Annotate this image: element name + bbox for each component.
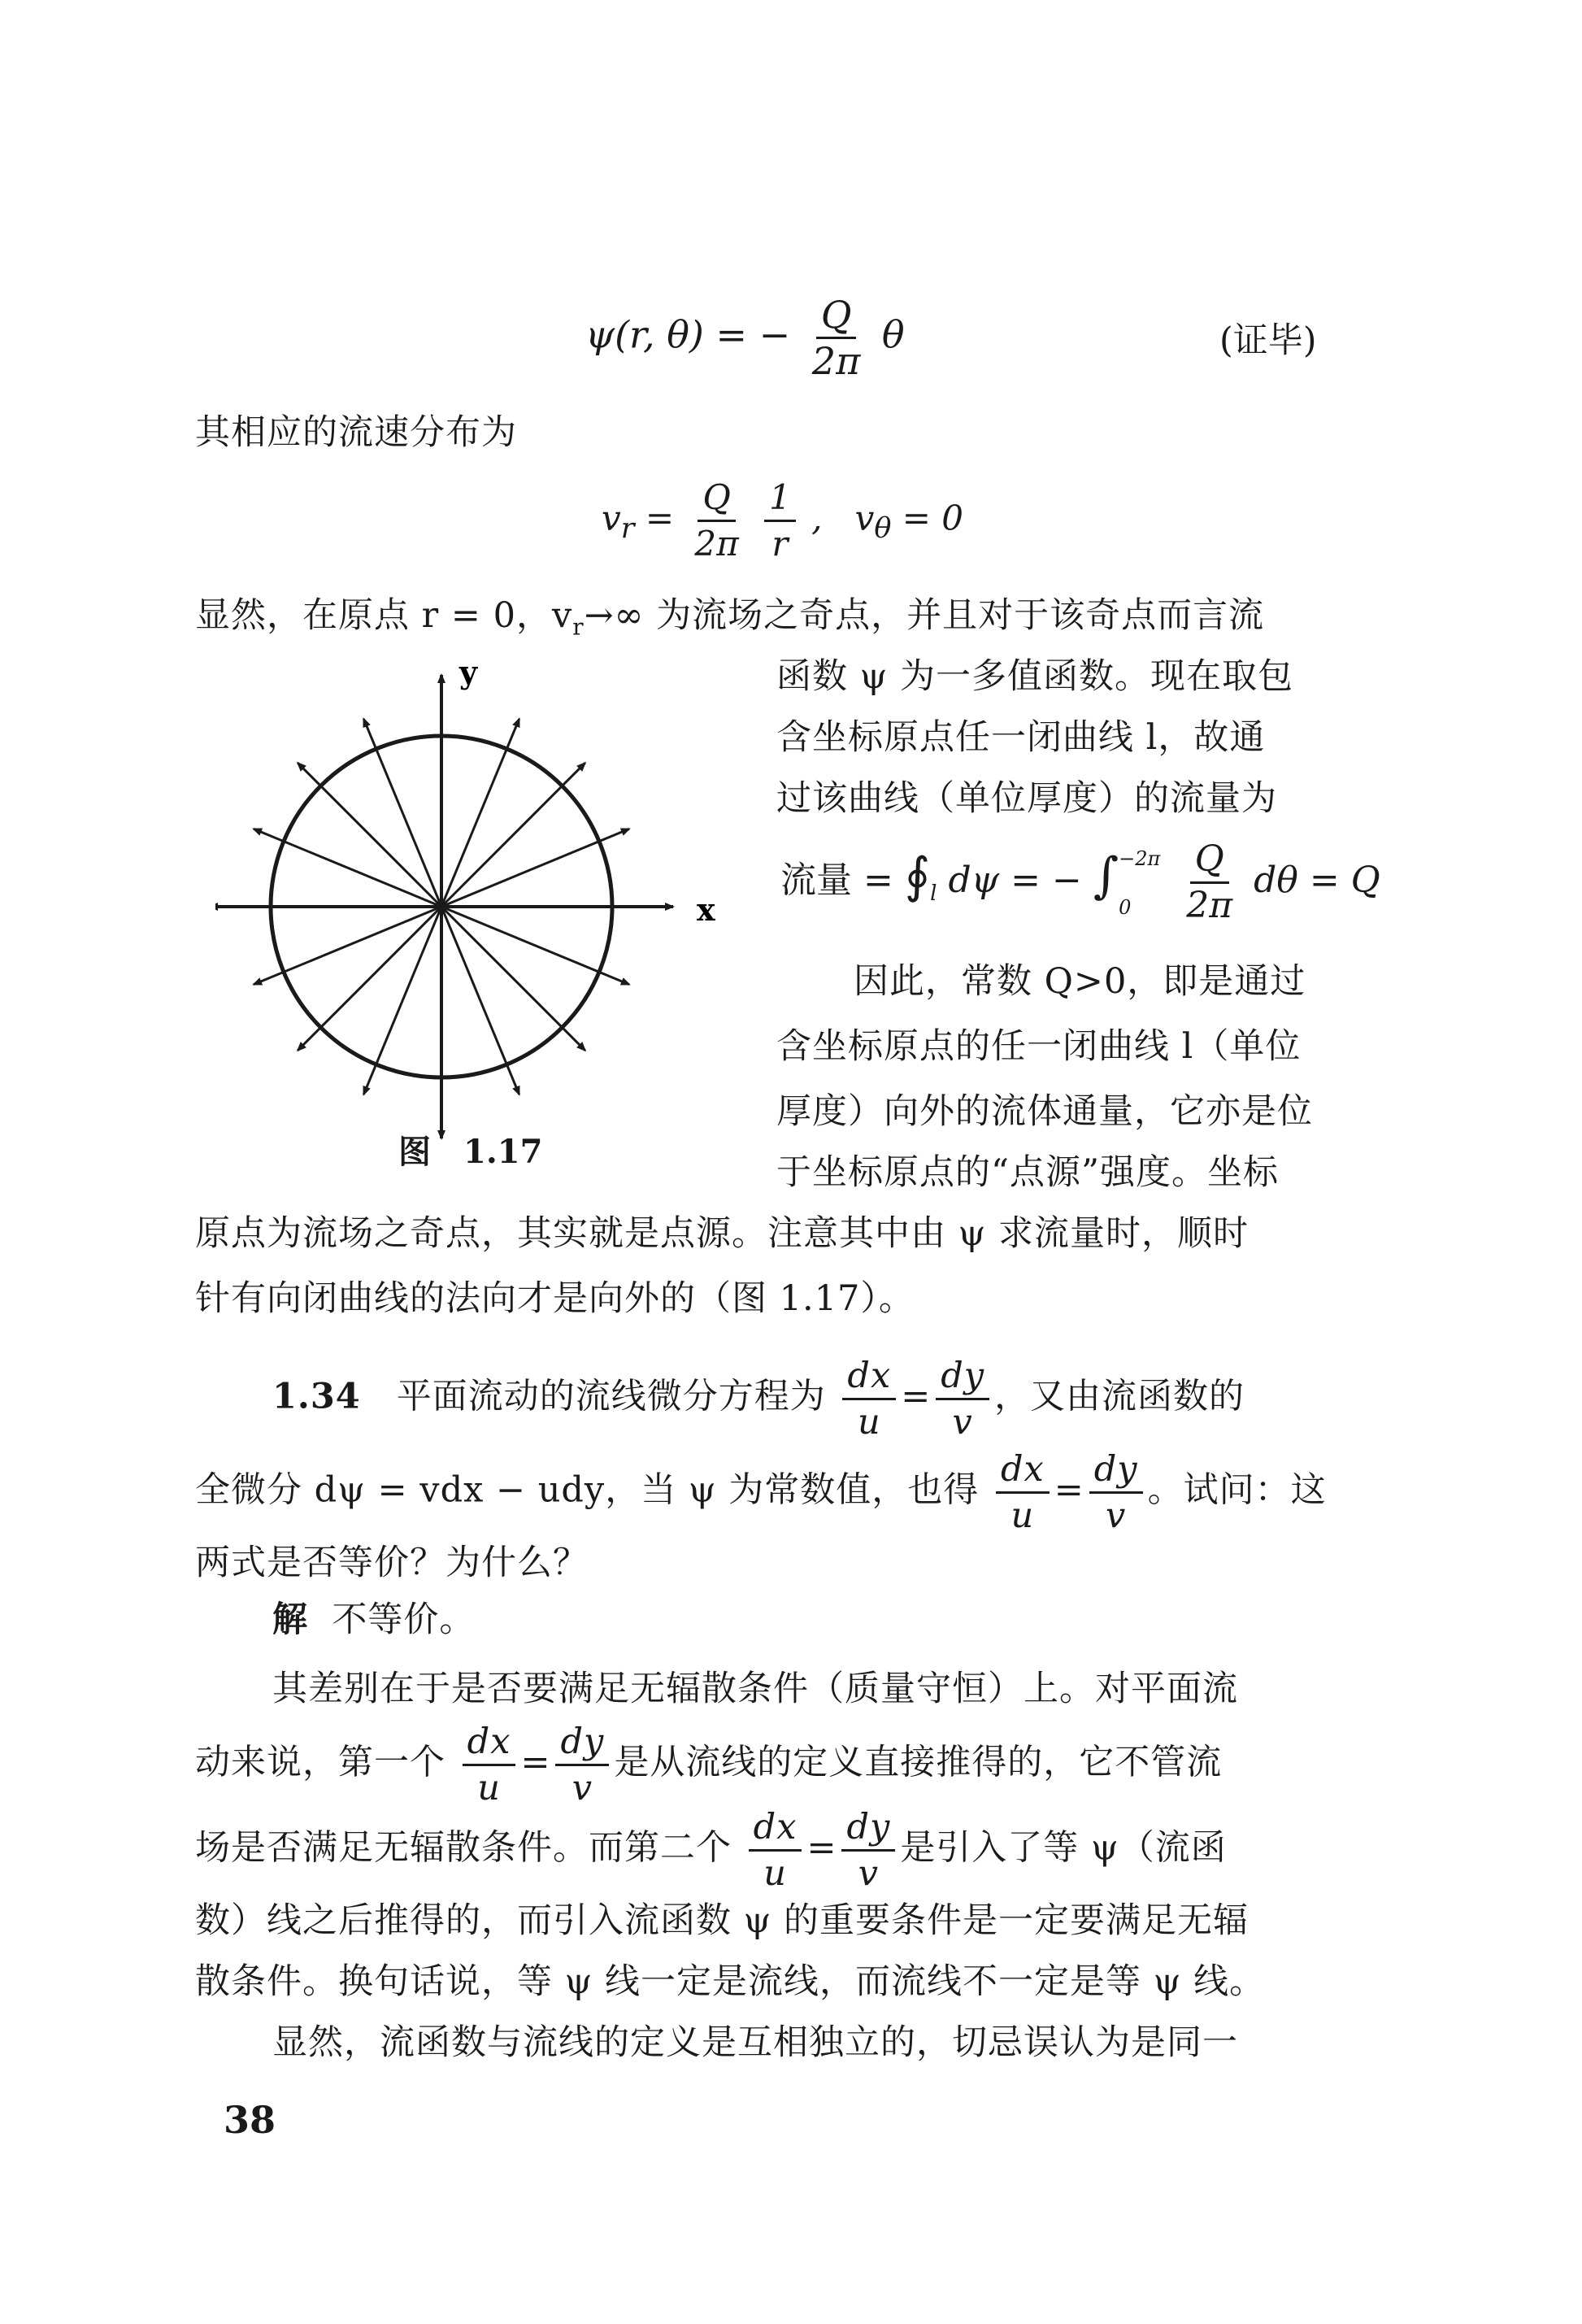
q134-frac-dy-v	[936, 1354, 989, 1444]
wrap2-line-4: 于坐标原点的“点源”强度。坐标	[776, 1152, 1279, 1193]
eq3-fraction	[1181, 838, 1237, 928]
x-axis-label: x	[697, 891, 715, 928]
eq2-num2: 1	[764, 476, 796, 522]
q134-line1-b: ，又由流函数的	[994, 1376, 1245, 1417]
answer-eq1: =	[520, 1742, 551, 1783]
eq3-contour-integral: ∮	[904, 847, 931, 904]
para1-line1	[195, 590, 1264, 654]
answer-f3-num: dx	[749, 1805, 802, 1852]
answer-p1-line1: 其差别在于是否要满足无辐散条件（质量守恒）上。对平面流	[272, 1669, 1238, 1709]
answer-p1-line2-a: 动来说，第一个	[195, 1742, 445, 1783]
answer-p1-line3-a: 场是否满足无辐散条件。而第二个	[195, 1827, 732, 1869]
answer-p1-line3	[195, 1805, 1227, 1895]
q134-f4-den: v	[1106, 1495, 1127, 1536]
q134-line2	[195, 1447, 1327, 1538]
answer-p1-line2	[195, 1720, 1222, 1810]
q134-frac2-dx-u	[996, 1447, 1050, 1538]
q134-f3-num: dx	[996, 1447, 1050, 1494]
q134-f2-num: dy	[936, 1354, 989, 1400]
answer-p1-line5: 散条件。换句话说，等 ψ 线一定是流线，而流线不一定是等 ψ 线。	[195, 1961, 1266, 2002]
para2-line2: 针有向闭曲线的法向才是向外的（图 1.17）。	[195, 1278, 915, 1319]
eq2-sep: ,	[811, 498, 823, 538]
wrap2-line-3: 厚度）向外的流体通量，它亦是位	[776, 1091, 1313, 1132]
answer-label: 解	[272, 1599, 308, 1640]
answer-f2-num: dy	[555, 1720, 609, 1766]
eq2-sub-r: r	[620, 511, 635, 545]
eq3-dpsi: dψ = −	[948, 860, 1082, 901]
eq2-equals: =	[634, 498, 685, 538]
eq2-sub-theta: θ	[874, 511, 892, 545]
eq3-integral: ∫	[1093, 847, 1119, 904]
eq3-int1-sub: l	[930, 881, 937, 906]
para2-line1: 原点为流场之奇点，其实就是点源。注意其中由 ψ 求流量时，顺时	[195, 1213, 1250, 1254]
figure-point-source	[215, 651, 736, 1187]
flow-ray	[441, 907, 585, 1051]
radial-rays	[215, 675, 673, 1138]
answer-p1-line3-b: 是引入了等 ψ（流函	[900, 1827, 1227, 1869]
velocity-intro: 其相应的流速分布为	[195, 412, 517, 453]
answer-f1-den: u	[477, 1768, 501, 1808]
answer-f2-den: v	[572, 1768, 593, 1808]
wrap-line-1: 函数 ψ 为一多值函数。现在取包	[776, 656, 1294, 697]
answer-f4-den: v	[858, 1853, 880, 1894]
answer-frac2-dy-v	[841, 1805, 895, 1895]
answer-f3-den: u	[763, 1853, 787, 1894]
q134-line1	[272, 1354, 1245, 1444]
wrap-line-2: 含坐标原点任一闭曲线 l，故通	[776, 717, 1266, 758]
eq3-label: 流量 =	[780, 860, 905, 901]
eq1-fraction	[807, 293, 866, 383]
flow-ray	[298, 763, 441, 907]
question-number: 1.34	[272, 1376, 361, 1417]
eq2-rhs-val: = 0	[891, 498, 964, 538]
answer-f1-num: dx	[463, 1720, 516, 1766]
flow-ray	[441, 763, 585, 907]
para1-line1-a: 显然，在原点 r = 0，v	[195, 595, 573, 636]
eq3-tail: dθ = Q	[1254, 860, 1380, 901]
flow-ray	[298, 907, 441, 1051]
q134-line2-b: 。试问：这	[1147, 1469, 1327, 1511]
wrap-line-3: 过该曲线（单位厚度）的流量为	[776, 778, 1277, 819]
eq1-lhs: ψ(r, θ) = −	[585, 312, 791, 357]
equation-stream-function	[585, 293, 905, 383]
wrap2-line-2: 含坐标原点的任一闭曲线 l（单位	[776, 1026, 1302, 1067]
answer-eq2: =	[806, 1827, 837, 1869]
eq2-den1: 2π	[694, 524, 739, 564]
q134-line1-a: 平面流动的流线微分方程为	[396, 1376, 826, 1417]
answer-p2-line1: 显然，流函数与流线的定义是互相独立的，切忌误认为是同一	[272, 2022, 1238, 2063]
answer-frac2-dx-u	[749, 1805, 802, 1895]
answer-p1-line4: 数）线之后推得的，而引入流函数 ψ 的重要条件是一定要满足无辐	[195, 1900, 1250, 1941]
equation-flux	[780, 838, 1380, 928]
eq3-limits	[1119, 846, 1160, 920]
q134-f2-den: v	[952, 1402, 973, 1443]
y-axis-label: y	[459, 654, 478, 690]
answer-f4-num: dy	[841, 1805, 895, 1852]
answer-text: 不等价。	[332, 1599, 476, 1640]
eq2-vtheta: v	[854, 498, 875, 538]
q134-f3-den: u	[1010, 1495, 1035, 1536]
page-number: 38	[224, 2098, 276, 2142]
q134-frac2-dy-v	[1089, 1447, 1143, 1538]
q134-eq2: =	[1054, 1469, 1084, 1511]
eq2-fraction2	[764, 476, 796, 566]
q134-f1-den: u	[857, 1402, 881, 1443]
eq2-fraction1	[689, 476, 743, 566]
eq3-lower-limit: 0	[1119, 895, 1132, 919]
eq1-denominator: 2π	[811, 339, 861, 383]
q134-f1-num: dx	[842, 1354, 896, 1400]
q134-line2-a: 全微分 dψ = vdx − udy，当 ψ 为常数值，也得	[195, 1469, 980, 1511]
answer-frac1-dy-v	[555, 1720, 609, 1810]
answer-heading	[272, 1594, 475, 1646]
answer-frac1-dx-u	[463, 1720, 516, 1810]
figure-caption: 图 1.17	[398, 1133, 543, 1171]
eq1-rhs: θ	[881, 312, 905, 357]
wrap2-line-1: 因此，常数 Q>0，即是通过	[854, 961, 1306, 1002]
eq1-numerator: Q	[816, 293, 857, 339]
q134-frac-dx-u	[842, 1354, 896, 1444]
q134-f4-num: dy	[1089, 1447, 1143, 1494]
eq2-den2: r	[771, 524, 789, 564]
eq3-den: 2π	[1186, 885, 1233, 926]
para1-line1-b: →∞ 为流场之奇点，并且对于该奇点而言流	[584, 595, 1265, 636]
eq2-vr: v	[602, 498, 621, 538]
para1-sub-r: r	[572, 613, 585, 641]
answer-p1-line2-b: 是从流线的定义直接推得的，它不管流	[614, 1742, 1223, 1783]
eq3-num: Q	[1190, 838, 1229, 884]
q134-line3: 两式是否等价？为什么？	[195, 1543, 589, 1583]
eq2-num1: Q	[698, 476, 735, 522]
proof-end-tag: (证毕)	[1219, 320, 1317, 361]
equation-velocity	[602, 476, 963, 566]
q134-eq: =	[901, 1376, 932, 1417]
eq3-upper-limit: −2π	[1119, 846, 1161, 870]
